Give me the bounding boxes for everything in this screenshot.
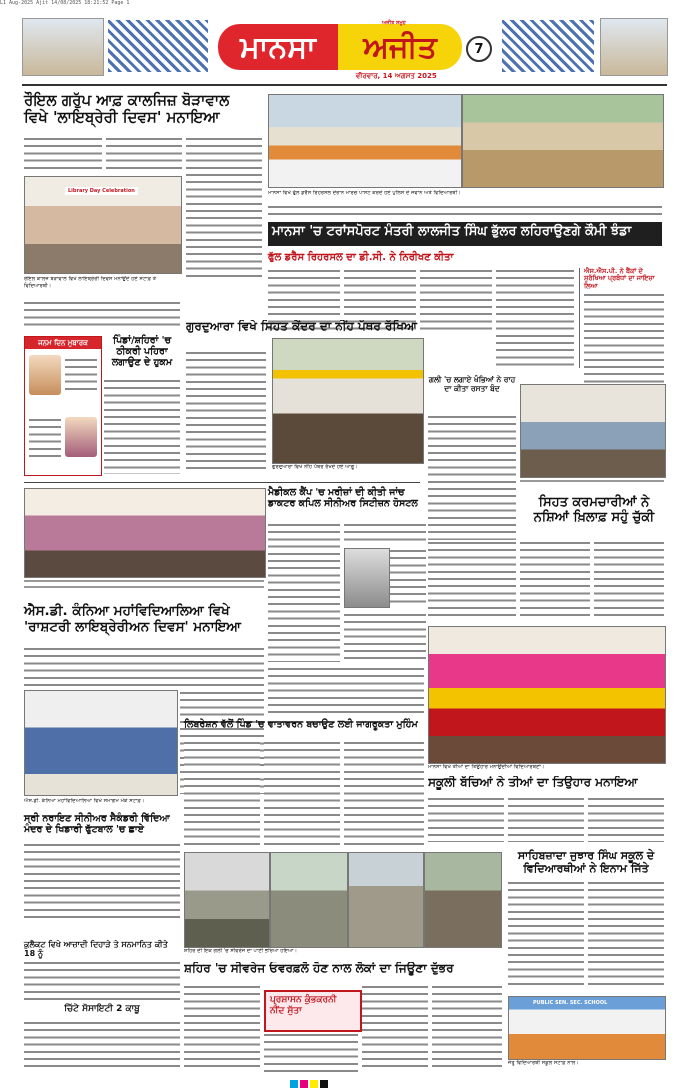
library-day-text-col2 xyxy=(106,136,182,172)
color-swatch-yellow xyxy=(310,1080,318,1088)
gurudwara-photo xyxy=(272,338,424,464)
medical-text-4 xyxy=(344,612,426,662)
print-registration-line: L1 Aug-2025 Ajit 14/08/2025 18:21:52 Page 1 xyxy=(0,0,130,6)
football-text xyxy=(24,842,180,922)
callout-line-1: ਪ੍ਰਸ਼ਾਸਨ ਕੁੰਭਕਰਨੀ xyxy=(270,995,337,1005)
teej-headline: ਸਕੂਲੀ ਬੱਚਿਆਂ ਨੇ ਤੀਆਂ ਦਾ ਤਿਉਹਾਰ ਮਨਾਇਆ xyxy=(428,776,638,789)
photo-banner: Library Day Celebration xyxy=(65,187,138,195)
environment-text-3 xyxy=(344,740,424,850)
sewerage-caption: ਸ਼ਹਿਰ ਦੀ ਇਕ ਗਲੀ 'ਚ ਸੀਵਰੇਜ ਦਾ ਪਾਣੀ ਭਰਿਆ ਹੋਇਆ। xyxy=(184,948,298,954)
health-text-4 xyxy=(268,666,424,714)
sd-kanya-text xyxy=(24,646,264,686)
birthday-title: ਜਨਮ ਦਿਨ ਮੁਬਾਰਕ xyxy=(25,337,101,349)
teej-text-3 xyxy=(588,796,664,842)
library-day-headline: ਰੌਇਲ ਗਰੁੱਪ ਆਫ਼ ਕਾਲਜਿਜ਼ ਬੋੜਾਵਾਲ ਵਿਖੇ 'ਲਾਇਬ੍ਰੇਰੀ ਦਿਵਸ' ਮਨਾਇਆ xyxy=(24,91,230,127)
environment-text-1 xyxy=(184,740,260,850)
child-photo-2 xyxy=(65,417,97,457)
health-text-2 xyxy=(520,540,590,620)
security-headline: ਪਿੰਡਾਂ/ਸ਼ਹਿਰਾਂ 'ਚ ਠੀਕਰੀ ਪਹਿਰਾ ਲਗਾਉਣ ਦੇ ਹੁਕਮ xyxy=(111,335,173,368)
sahibzada-text-1 xyxy=(508,880,584,990)
flag-hoisting-subhead: ਫੁੱਲ ਡਰੈੱਸ ਰਿਹਰਸਲ ਦਾ ਡੀ.ਸੀ. ਨੇ ਨਿਰੀਖਣ ਕੀਤਾ xyxy=(268,252,454,263)
library-day-photo xyxy=(24,176,182,274)
child-photo-1 xyxy=(29,355,61,395)
birthday-box xyxy=(24,336,102,476)
library-day-text-col3 xyxy=(186,136,262,278)
gurudwara-headline: ਗੁਰਦੁਆਰਾ ਵਿਖੇ ਸਿਹਤ ਕੇਂਦਰ ਦਾ ਨੀਂਹ ਪੱਥਰ ਰੱਖਿਆ xyxy=(186,320,417,333)
teej-text-1 xyxy=(428,796,504,842)
side-brief-text xyxy=(584,292,664,392)
health-workers-headline: ਸਿਹਤ ਕਰਮਚਾਰੀਆਂ ਨੇ ਨਸ਼ਿਆਂ ਖ਼ਿਲਾਫ਼ ਸਹੁੰ ਚੁੱਕੀ xyxy=(533,495,655,525)
masthead-tagline: ਅਜੀਤ ਸਮੂਹ xyxy=(382,20,406,26)
masthead-date: ਵੀਰਵਾਰ, 14 ਅਗਸਤ 2025 xyxy=(356,72,437,80)
flag-text-col4 xyxy=(496,268,574,368)
parade-photo-1 xyxy=(268,94,462,188)
gurudwara-caption: ਗੁਰਦੁਆਰਾ ਵਿਖੇ ਨੀਂਹ ਪੱਥਰ ਰੱਖਦੇ ਹੋਏ ਆਗੂ। xyxy=(272,464,358,470)
sahibzada-text-2 xyxy=(588,880,664,990)
medical-caption xyxy=(24,578,264,590)
color-swatch-magenta xyxy=(300,1080,308,1088)
parade-photo-2 xyxy=(462,94,664,188)
security-text xyxy=(104,378,180,474)
footer-registration xyxy=(0,1078,687,1089)
sewerage-text-1 xyxy=(184,984,260,1072)
medical-text-2 xyxy=(344,522,426,544)
medical-photo xyxy=(24,488,266,578)
birthday-text-1 xyxy=(65,357,97,393)
sahibzada-caption: ਜੇਤੂ ਵਿਦਿਆਰਥੀ ਸਕੂਲ ਸਟਾਫ਼ ਨਾਲ। xyxy=(508,1060,579,1066)
callout-line-2: ਨੀਂਦ ਸੁੱਤਾ xyxy=(270,1006,302,1017)
gali-headline: ਗਲੀ 'ਚ ਲਗਾਏ ਖੰਭਿਆਂ ਨੇ ਰਾਹ ਦਾ ਕੀਤਾ ਰਸਤਾ ਬੰਦ xyxy=(428,375,516,393)
football-headline: ਸ੍ਰੀ ਨਰਾਇਣ ਸੀਨੀਅਰ ਸੈਕੰਡਰੀ ਵਿੱਦਿਆ ਮੰਦਰ ਦੇ ਖਿਡਾਰੀ ਫੁੱਟਬਾਲ 'ਚ ਛਾਏ xyxy=(24,813,170,835)
parade-caption: ਮਾਨਸਾ ਵਿਖੇ ਫੁੱਲ ਡਰੈੱਸ ਰਿਹਰਸਲ ਦੌਰਾਨ ਮਾਰਚ ਪਾਸਟ ਕਰਦੇ ਹੋਏ ਪੁਲਿਸ ਦੇ ਜਵਾਨ ਅਤੇ ਵਿਦਿਆਰਥੀ। xyxy=(268,190,461,196)
school-banner: PUBLIC SEN. SEC. SCHOOL xyxy=(533,1000,608,1006)
sewerage-photo-4 xyxy=(424,852,502,948)
right-pattern xyxy=(502,20,594,72)
sahibzada-photo xyxy=(508,996,666,1060)
youth-headline: ਕੁਲੈਕਟ ਵਿਖੇ ਆਜ਼ਾਦੀ ਦਿਹਾੜੇ ਤੇ ਸਨਮਾਨਿਤ ਕੀਤੇ 18 ਨੂੰ xyxy=(24,940,168,959)
sewerage-text-2 xyxy=(264,1032,358,1072)
scheme-text xyxy=(24,1020,180,1072)
office-caption xyxy=(520,478,664,486)
sewerage-photo-1 xyxy=(184,852,270,948)
masthead-paper-name: ਅਜੀਤ xyxy=(338,24,462,70)
masthead-city: ਮਾਨਸਾ xyxy=(218,24,338,70)
sd-kanya-caption: ਐਸ.ਡੀ. ਕੰਨਿਆ ਮਹਾਂਵਿਦਿਆਲਿਆ ਵਿਖੇ ਸਮਾਗਮ ਮੌਕੇ ਸਟਾਫ਼। xyxy=(24,798,145,804)
teej-photo xyxy=(428,626,666,764)
right-landmark-photo xyxy=(600,18,668,76)
sewerage-photo-3 xyxy=(348,852,424,948)
sd-kanya-headline: ਐਸ.ਡੀ. ਕੰਨਿਆ ਮਹਾਂਵਿਦਿਆਲਿਆ ਵਿਖੇ 'ਰਾਸ਼ਟਰੀ ਲਾਇਬ੍ਰੇਰੀਅਨ ਦਿਵਸ' ਮਨਾਇਆ xyxy=(24,603,241,635)
left-pattern xyxy=(108,20,208,72)
side-brief-headline: ਐਸ.ਐਸ.ਪੀ. ਨੇ ਬੈਂਕਾਂ ਦੇ ਸੁਰੱਖਿਆ ਪ੍ਰਬੰਧਾਂ ਦਾ ਜਾਇਜ਼ਾ ਲਿਆ xyxy=(584,267,655,290)
birthday-text-2 xyxy=(29,417,61,457)
flag-hoisting-headline: ਮਾਨਸਾ 'ਚ ਟਰਾਂਸਪੋਰਟ ਮੰਤਰੀ ਲਾਲਜੀਤ ਸਿੰਘ ਭੁੱਲਰ ਲਹਿਰਾਉਣਗੇ ਕੌਮੀ ਝੰਡਾ xyxy=(268,222,662,246)
health-text-3 xyxy=(594,540,664,620)
sewerage-callout xyxy=(264,990,362,1032)
environment-headline: ਲਿਬਰੇਸ਼ਨ ਵੱਲੋਂ ਪਿੰਡ 'ਚ ਵਾਤਾਵਰਨ ਬਚਾਉਣ ਲਈ ਜਾਗਰੂਕਤਾ ਮੁਹਿੰਮ xyxy=(184,719,418,730)
sewerage-photo-2 xyxy=(270,852,348,948)
teej-text-2 xyxy=(508,796,584,842)
health-text-1 xyxy=(428,540,516,620)
teej-caption: ਮਾਨਸਾ ਵਿਖੇ ਤੀਆਂ ਦਾ ਤਿਉਹਾਰ ਮਨਾਉਂਦੀਆਂ ਵਿਦਿਆਰਥਣਾਂ। xyxy=(428,764,545,770)
environment-text-2 xyxy=(264,740,340,850)
scheme-headline: ਚਿੱਟੇ ਸੋਸਾਇਟੀ 2 ਕਾਬੂ xyxy=(64,1004,140,1014)
section-rule-1 xyxy=(24,482,420,483)
medical-text-1 xyxy=(268,522,340,662)
library-day-text-bottom xyxy=(24,300,180,328)
office-photo xyxy=(520,384,666,478)
sewerage-text-3 xyxy=(362,984,428,1072)
medical-text-3 xyxy=(390,548,426,606)
color-swatch-cyan xyxy=(290,1080,298,1088)
sd-kanya-photo xyxy=(24,690,178,796)
page-number: 7 xyxy=(466,36,492,62)
security-text-2 xyxy=(186,350,266,474)
column-divider xyxy=(579,268,580,368)
medical-portrait xyxy=(344,548,390,608)
left-landmark-photo xyxy=(22,18,104,76)
masthead xyxy=(22,14,667,86)
library-day-text-col1 xyxy=(24,136,102,172)
color-swatch-black xyxy=(320,1080,328,1088)
youth-text xyxy=(24,960,180,1000)
sewerage-headline: ਸ਼ਹਿਰ 'ਚ ਸੀਵਰੇਜ ਓਵਰਫ਼ਲੋ ਹੋਣ ਨਾਲ ਲੋਕਾਂ ਦਾ ਜਿਊਣਾ ਦੁੱਭਰ xyxy=(184,962,454,975)
medical-headline: ਮੈਡੀਕਲ ਕੈਂਪ 'ਚ ਮਰੀਜ਼ਾਂ ਦੀ ਕੀਤੀ ਜਾਂਚ ਡਾਕਟਰ ਕਪਿਲ ਸੀਨੀਅਰ ਸਿਟੀਜ਼ਨ ਹੋਸਟਲ xyxy=(268,487,418,509)
sahibzada-headline: ਸਾਹਿਬਜ਼ਾਦਾ ਜੁਝਾਰ ਸਿੰਘ ਸਕੂਲ ਦੇ ਵਿਦਿਆਰਥੀਆਂ ਨੇ ਇਨਾਮ ਜਿੱਤੇ xyxy=(517,849,655,875)
library-day-caption: ਰੌਇਲ ਕਾਲਜ ਬੋੜਾਵਾਲ ਵਿਖੇ ਲਾਇਬ੍ਰੇਰੀ ਦਿਵਸ ਮਨਾਉਂਦੇ ਹੋਏ ਸਟਾਫ਼ ਤੇ ਵਿਦਿਆਰਥੀ। xyxy=(24,276,157,289)
parade-text xyxy=(268,204,662,216)
sewerage-text-4 xyxy=(432,984,502,1072)
